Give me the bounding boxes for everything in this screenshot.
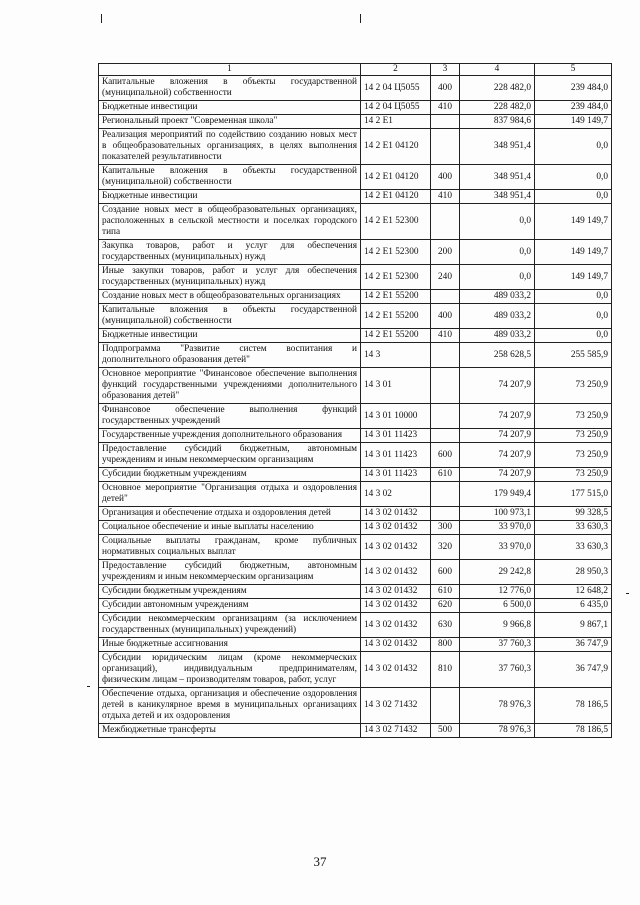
row-name: Финансовое обеспечение выполнения функций государственных учреждений bbox=[99, 404, 361, 429]
table-row bbox=[99, 265, 612, 290]
amount-year-1: 489 033,2 bbox=[460, 304, 535, 329]
amount-year-2: 73 250,9 bbox=[535, 429, 612, 443]
target-article-code: 14 2 Е1 04120 bbox=[361, 165, 431, 190]
table-row bbox=[99, 290, 612, 304]
amount-year-2: 78 186,5 bbox=[535, 724, 612, 738]
table-row bbox=[99, 343, 612, 368]
expense-type-code: 400 bbox=[431, 76, 460, 101]
amount-year-2: 73 250,9 bbox=[535, 468, 612, 482]
table-row bbox=[99, 599, 612, 613]
target-article-code: 14 3 02 01432 bbox=[361, 535, 431, 560]
row-name: Бюджетные инвестиции bbox=[99, 190, 361, 204]
row-name: Капитальные вложения в объекты государственной (муниципальной) собственности bbox=[99, 304, 361, 329]
expense-type-code bbox=[431, 115, 460, 129]
row-name: Основное мероприятие "Организация отдыха и оздоровления детей" bbox=[99, 482, 361, 507]
expense-type-code: 600 bbox=[431, 560, 460, 585]
row-name: Субсидии юридическим лицам (кроме некоммерческих организаций), индивидуальным предпринимателям, физическим лицам – производителям товаров, работ, услуг bbox=[99, 652, 361, 688]
expense-type-code: 320 bbox=[431, 535, 460, 560]
table-row bbox=[99, 429, 612, 443]
target-article-code: 14 3 02 01432 bbox=[361, 560, 431, 585]
target-article-code: 14 2 Е1 55200 bbox=[361, 304, 431, 329]
amount-year-2: 12 648,2 bbox=[535, 585, 612, 599]
amount-year-1: 74 207,9 bbox=[460, 404, 535, 429]
amount-year-2: 177 515,0 bbox=[535, 482, 612, 507]
row-name: Создание новых мест в общеобразовательных организациях, расположенных в сельской местности и поселках городского типа bbox=[99, 204, 361, 240]
row-name: Бюджетные инвестиции bbox=[99, 101, 361, 115]
amount-year-2: 0,0 bbox=[535, 129, 612, 165]
table-row bbox=[99, 521, 612, 535]
expense-type-code bbox=[431, 290, 460, 304]
row-name: Закупка товаров, работ и услуг для обеспечения государственных (муниципальных) нужд bbox=[99, 240, 361, 265]
amount-year-1: 37 760,3 bbox=[460, 652, 535, 688]
target-article-code: 14 3 02 71432 bbox=[361, 688, 431, 724]
amount-year-1: 837 984,6 bbox=[460, 115, 535, 129]
amount-year-1: 37 760,3 bbox=[460, 638, 535, 652]
table-row bbox=[99, 560, 612, 585]
scan-mark bbox=[626, 593, 629, 594]
expense-type-code bbox=[431, 688, 460, 724]
row-name: Субсидии некоммерческим организациям (за исключением государственных (муниципальных) учреждений) bbox=[99, 613, 361, 638]
amount-year-1: 6 500,0 bbox=[460, 599, 535, 613]
table-row bbox=[99, 482, 612, 507]
target-article-code: 14 3 02 bbox=[361, 482, 431, 507]
target-article-code: 14 3 02 01432 bbox=[361, 638, 431, 652]
target-article-code: 14 3 01 11423 bbox=[361, 443, 431, 468]
amount-year-2: 28 950,3 bbox=[535, 560, 612, 585]
amount-year-1: 100 973,1 bbox=[460, 507, 535, 521]
expense-type-code: 410 bbox=[431, 329, 460, 343]
amount-year-1: 228 482,0 bbox=[460, 101, 535, 115]
amount-year-1: 348 951,4 bbox=[460, 190, 535, 204]
column-header: 1 bbox=[99, 64, 361, 76]
amount-year-2: 9 867,1 bbox=[535, 613, 612, 638]
amount-year-1: 33 970,0 bbox=[460, 535, 535, 560]
table-row bbox=[99, 101, 612, 115]
target-article-code: 14 3 01 bbox=[361, 368, 431, 404]
table-row bbox=[99, 165, 612, 190]
table-row bbox=[99, 404, 612, 429]
row-name: Реализация мероприятий по содействию созданию новых мест в общеобразовательных организациях, в целях выполнения показателей результативности bbox=[99, 129, 361, 165]
expense-type-code bbox=[431, 507, 460, 521]
target-article-code: 14 2 Е1 04120 bbox=[361, 190, 431, 204]
amount-year-2: 99 328,5 bbox=[535, 507, 612, 521]
scan-mark bbox=[101, 14, 102, 23]
expense-type-code: 300 bbox=[431, 521, 460, 535]
target-article-code: 14 2 Е1 52300 bbox=[361, 204, 431, 240]
target-article-code: 14 3 01 11423 bbox=[361, 429, 431, 443]
table-row bbox=[99, 129, 612, 165]
row-name: Организация и обеспечение отдыха и оздоровления детей bbox=[99, 507, 361, 521]
expense-type-code: 410 bbox=[431, 101, 460, 115]
row-name: Создание новых мест в общеобразовательных организациях bbox=[99, 290, 361, 304]
target-article-code: 14 3 01 10000 bbox=[361, 404, 431, 429]
row-name: Предоставление субсидий бюджетным, автономным учреждениям и иным некоммерческим организациям bbox=[99, 443, 361, 468]
row-name: Социальное обеспечение и иные выплаты населению bbox=[99, 521, 361, 535]
expense-type-code: 800 bbox=[431, 638, 460, 652]
amount-year-2: 149 149,7 bbox=[535, 240, 612, 265]
column-header: 3 bbox=[431, 64, 460, 76]
target-article-code: 14 2 Е1 55200 bbox=[361, 329, 431, 343]
table-row bbox=[99, 190, 612, 204]
table-row bbox=[99, 468, 612, 482]
expense-type-code: 240 bbox=[431, 265, 460, 290]
table-header-row bbox=[99, 64, 612, 76]
table-row bbox=[99, 652, 612, 688]
amount-year-2: 33 630,3 bbox=[535, 521, 612, 535]
amount-year-2: 149 149,7 bbox=[535, 115, 612, 129]
expense-type-code bbox=[431, 204, 460, 240]
table-row bbox=[99, 443, 612, 468]
expense-type-code: 410 bbox=[431, 190, 460, 204]
expense-type-code bbox=[431, 368, 460, 404]
row-name: Региональный проект "Современная школа" bbox=[99, 115, 361, 129]
amount-year-1: 348 951,4 bbox=[460, 165, 535, 190]
row-name: Иные бюджетные ассигнования bbox=[99, 638, 361, 652]
row-name: Субсидии бюджетным учреждениям bbox=[99, 468, 361, 482]
amount-year-1: 489 033,2 bbox=[460, 290, 535, 304]
amount-year-2: 0,0 bbox=[535, 165, 612, 190]
target-article-code: 14 2 Е1 04120 bbox=[361, 129, 431, 165]
row-name: Государственные учреждения дополнительного образования bbox=[99, 429, 361, 443]
amount-year-1: 74 207,9 bbox=[460, 443, 535, 468]
amount-year-2: 149 149,7 bbox=[535, 204, 612, 240]
expense-type-code bbox=[431, 482, 460, 507]
target-article-code: 14 3 02 01432 bbox=[361, 599, 431, 613]
table-row bbox=[99, 240, 612, 265]
table-row bbox=[99, 115, 612, 129]
amount-year-1: 0,0 bbox=[460, 204, 535, 240]
scan-mark bbox=[87, 686, 90, 687]
amount-year-2: 78 186,5 bbox=[535, 688, 612, 724]
row-name: Обеспечение отдыха, организация и обеспечение оздоровления детей в каникулярное время в муниципальных организациях отдыха детей и их оздоровления bbox=[99, 688, 361, 724]
column-header: 5 bbox=[535, 64, 612, 76]
column-header: 2 bbox=[361, 64, 431, 76]
amount-year-1: 78 976,3 bbox=[460, 688, 535, 724]
table-row bbox=[99, 638, 612, 652]
expense-type-code bbox=[431, 404, 460, 429]
page-number: 37 bbox=[313, 854, 327, 869]
amount-year-2: 33 630,3 bbox=[535, 535, 612, 560]
expense-type-code: 200 bbox=[431, 240, 460, 265]
expense-type-code bbox=[431, 129, 460, 165]
amount-year-1: 228 482,0 bbox=[460, 76, 535, 101]
table-row bbox=[99, 76, 612, 101]
row-name: Предоставление субсидий бюджетным, автономным учреждениям и иным некоммерческим организациям bbox=[99, 560, 361, 585]
amount-year-2: 36 747,9 bbox=[535, 638, 612, 652]
amount-year-1: 74 207,9 bbox=[460, 468, 535, 482]
table-row bbox=[99, 613, 612, 638]
expense-type-code bbox=[431, 343, 460, 368]
row-name: Капитальные вложения в объекты государственной (муниципальной) собственности bbox=[99, 165, 361, 190]
row-name: Межбюджетные трансферты bbox=[99, 724, 361, 738]
scan-mark bbox=[360, 14, 361, 23]
column-header: 4 bbox=[460, 64, 535, 76]
expense-type-code: 810 bbox=[431, 652, 460, 688]
target-article-code: 14 2 04 Ц5055 bbox=[361, 101, 431, 115]
target-article-code: 14 3 02 71432 bbox=[361, 724, 431, 738]
amount-year-2: 0,0 bbox=[535, 290, 612, 304]
row-name: Основное мероприятие "Финансовое обеспечение выполнения функций государственными учреждениями дополнительного образования детей" bbox=[99, 368, 361, 404]
amount-year-1: 489 033,2 bbox=[460, 329, 535, 343]
amount-year-1: 74 207,9 bbox=[460, 368, 535, 404]
amount-year-1: 33 970,0 bbox=[460, 521, 535, 535]
expense-type-code: 610 bbox=[431, 468, 460, 482]
amount-year-1: 0,0 bbox=[460, 265, 535, 290]
target-article-code: 14 3 02 01432 bbox=[361, 613, 431, 638]
target-article-code: 14 2 Е1 55200 bbox=[361, 290, 431, 304]
amount-year-2: 239 484,0 bbox=[535, 76, 612, 101]
expense-type-code: 600 bbox=[431, 443, 460, 468]
target-article-code: 14 3 bbox=[361, 343, 431, 368]
amount-year-1: 258 628,5 bbox=[460, 343, 535, 368]
expense-type-code: 400 bbox=[431, 304, 460, 329]
amount-year-1: 179 949,4 bbox=[460, 482, 535, 507]
target-article-code: 14 2 Е1 52300 bbox=[361, 240, 431, 265]
amount-year-2: 0,0 bbox=[535, 190, 612, 204]
amount-year-2: 149 149,7 bbox=[535, 265, 612, 290]
amount-year-2: 0,0 bbox=[535, 329, 612, 343]
row-name: Подпрограмма "Развитие систем воспитания и дополнительного образования детей" bbox=[99, 343, 361, 368]
target-article-code: 14 2 Е1 52300 bbox=[361, 265, 431, 290]
amount-year-2: 6 435,0 bbox=[535, 599, 612, 613]
expense-type-code: 500 bbox=[431, 724, 460, 738]
budget-table bbox=[98, 63, 612, 738]
amount-year-1: 12 776,0 bbox=[460, 585, 535, 599]
row-name: Субсидии автономным учреждениям bbox=[99, 599, 361, 613]
expense-type-code bbox=[431, 429, 460, 443]
expense-type-code: 630 bbox=[431, 613, 460, 638]
amount-year-1: 74 207,9 bbox=[460, 429, 535, 443]
amount-year-1: 348 951,4 bbox=[460, 129, 535, 165]
table-row bbox=[99, 688, 612, 724]
target-article-code: 14 2 Е1 bbox=[361, 115, 431, 129]
amount-year-2: 0,0 bbox=[535, 304, 612, 329]
expense-type-code: 610 bbox=[431, 585, 460, 599]
table-row bbox=[99, 507, 612, 521]
amount-year-1: 78 976,3 bbox=[460, 724, 535, 738]
expense-type-code: 400 bbox=[431, 165, 460, 190]
target-article-code: 14 3 01 11423 bbox=[361, 468, 431, 482]
amount-year-2: 239 484,0 bbox=[535, 101, 612, 115]
table-row bbox=[99, 535, 612, 560]
expense-type-code: 620 bbox=[431, 599, 460, 613]
amount-year-2: 73 250,9 bbox=[535, 404, 612, 429]
table-row bbox=[99, 368, 612, 404]
table-row bbox=[99, 585, 612, 599]
amount-year-2: 255 585,9 bbox=[535, 343, 612, 368]
target-article-code: 14 3 02 01432 bbox=[361, 507, 431, 521]
target-article-code: 14 3 02 01432 bbox=[361, 585, 431, 599]
target-article-code: 14 3 02 01432 bbox=[361, 521, 431, 535]
amount-year-2: 73 250,9 bbox=[535, 368, 612, 404]
table-row bbox=[99, 329, 612, 343]
table-row bbox=[99, 204, 612, 240]
table-row bbox=[99, 304, 612, 329]
amount-year-2: 36 747,9 bbox=[535, 652, 612, 688]
amount-year-1: 9 966,8 bbox=[460, 613, 535, 638]
amount-year-2: 73 250,9 bbox=[535, 443, 612, 468]
row-name: Социальные выплаты гражданам, кроме публичных нормативных социальных выплат bbox=[99, 535, 361, 560]
amount-year-1: 29 242,8 bbox=[460, 560, 535, 585]
amount-year-1: 0,0 bbox=[460, 240, 535, 265]
row-name: Субсидии бюджетным учреждениям bbox=[99, 585, 361, 599]
target-article-code: 14 2 04 Ц5055 bbox=[361, 76, 431, 101]
row-name: Бюджетные инвестиции bbox=[99, 329, 361, 343]
table-row bbox=[99, 724, 612, 738]
table-body bbox=[99, 76, 612, 738]
target-article-code: 14 3 02 01432 bbox=[361, 652, 431, 688]
row-name: Капитальные вложения в объекты государственной (муниципальной) собственности bbox=[99, 76, 361, 101]
row-name: Иные закупки товаров, работ и услуг для обеспечения государственных (муниципальных) нужд bbox=[99, 265, 361, 290]
